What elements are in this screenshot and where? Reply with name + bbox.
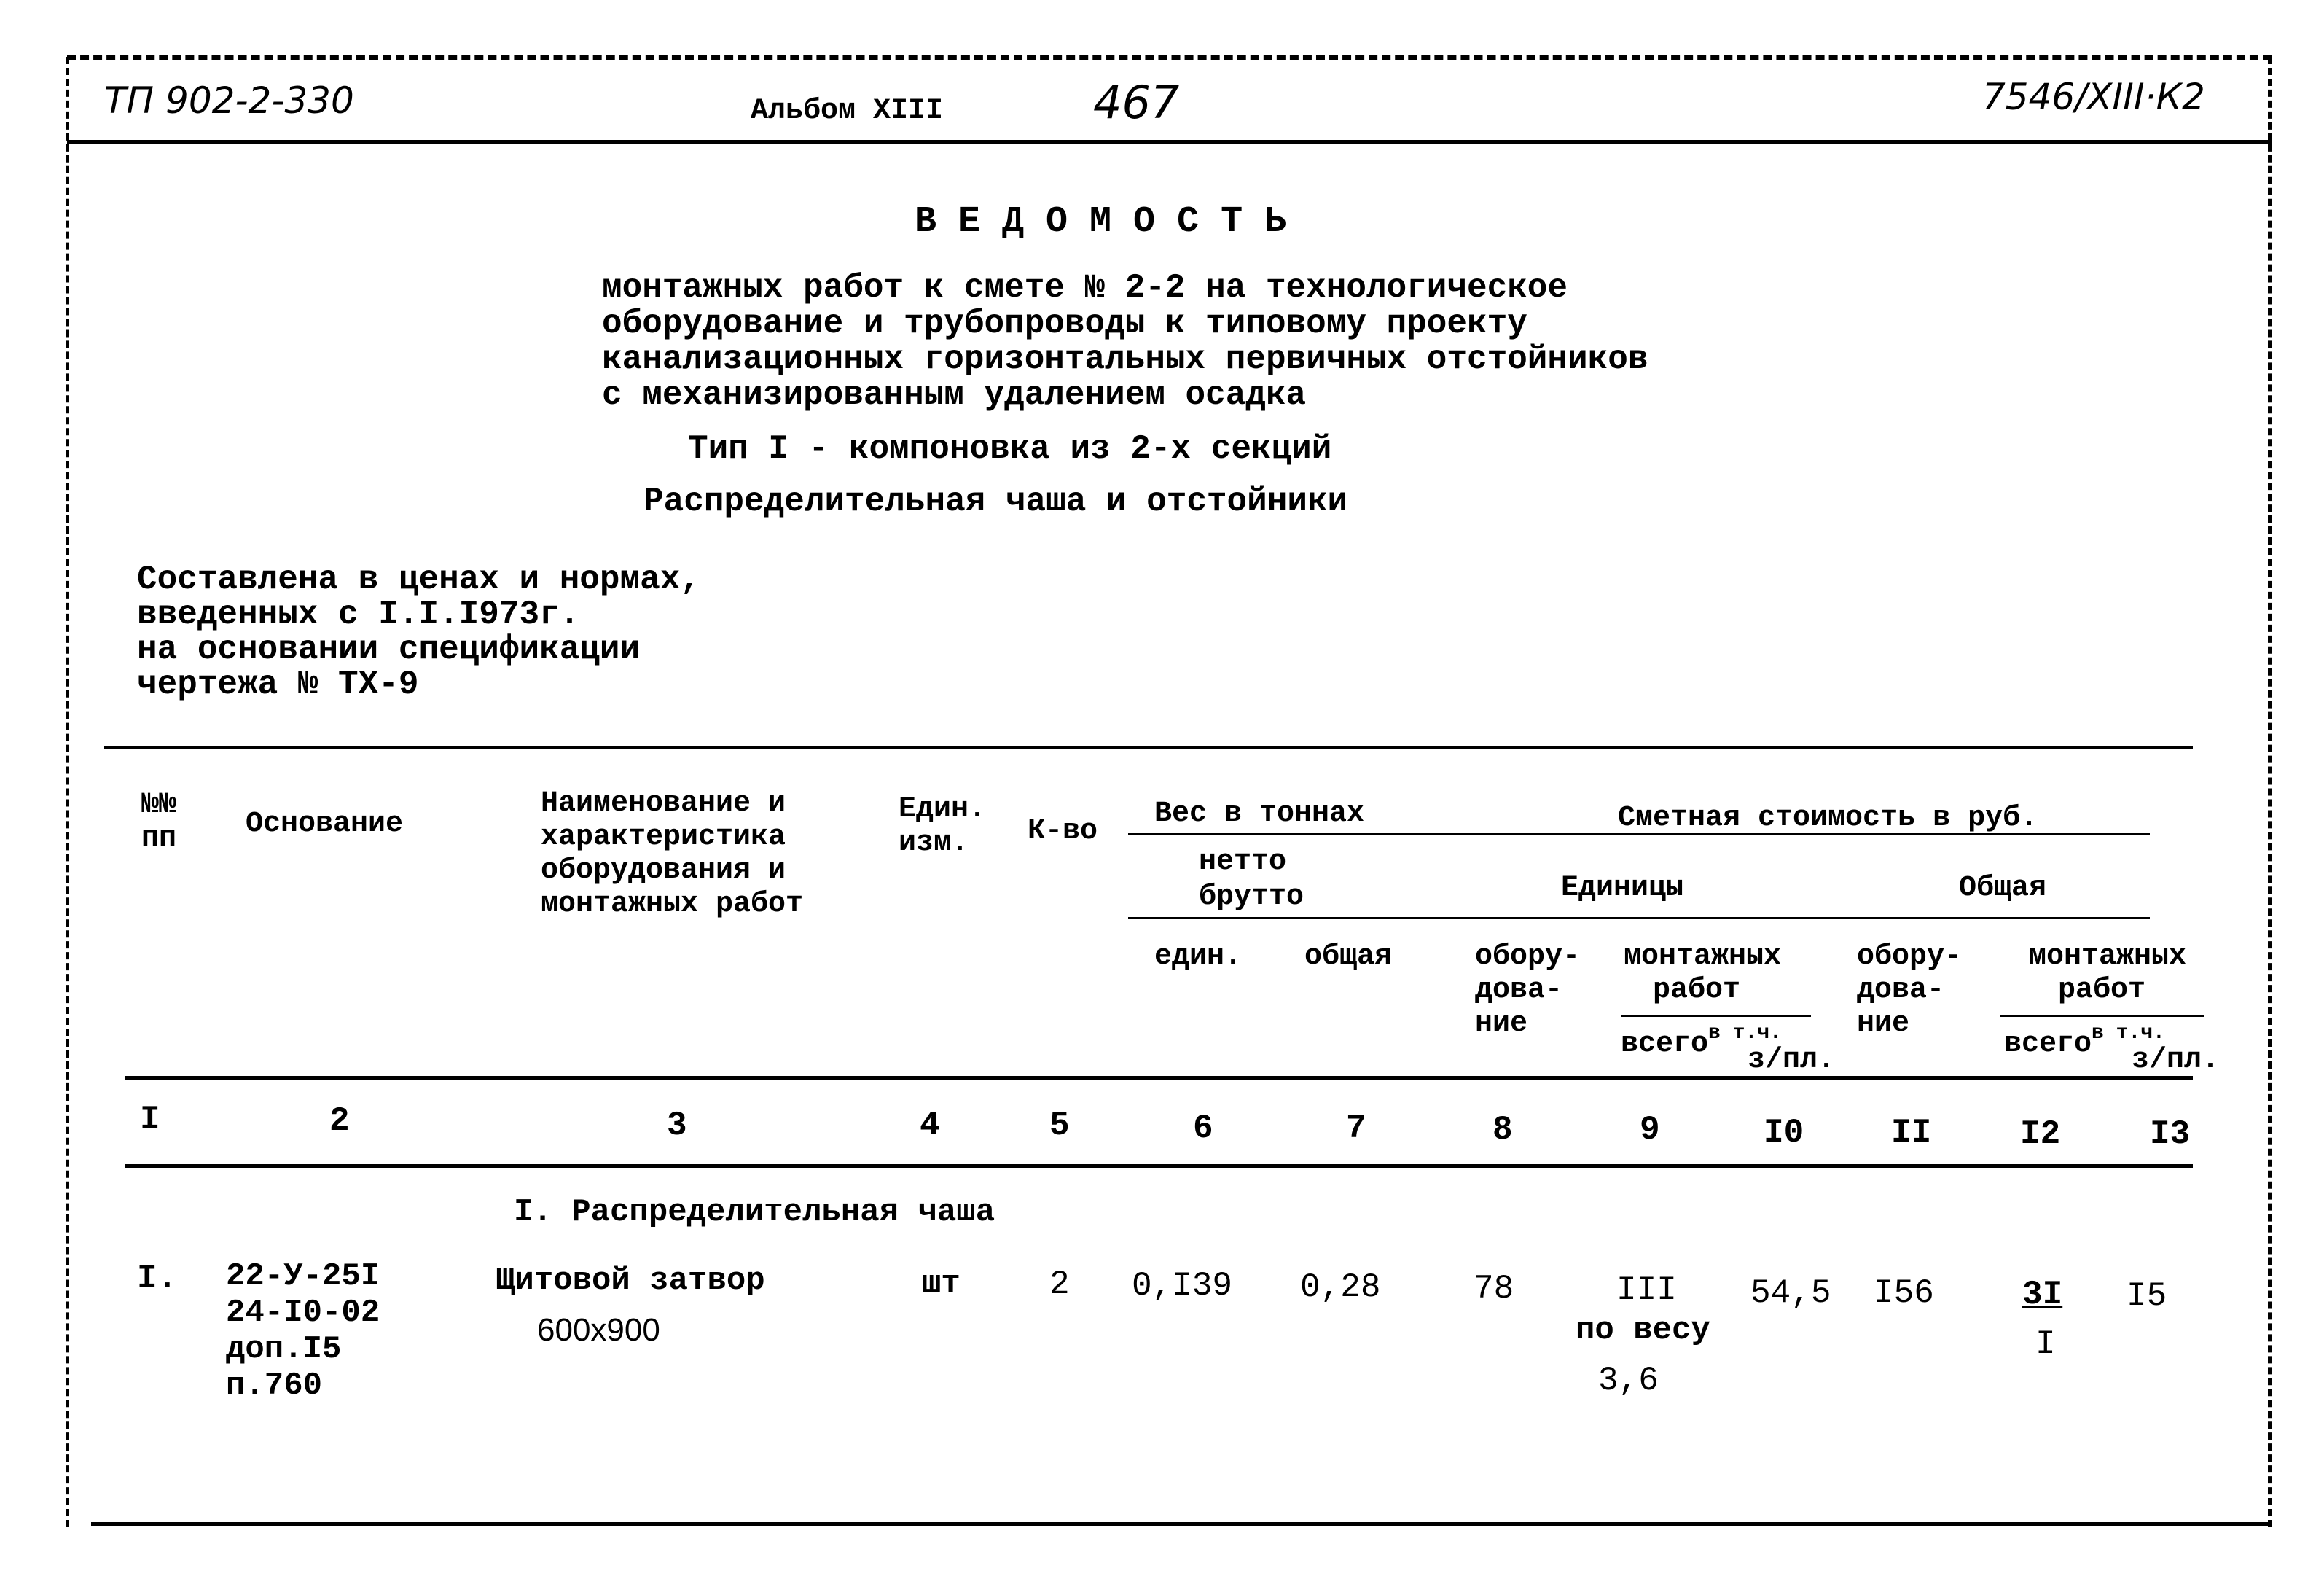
header-total-equip-2: дова- — [1857, 974, 1945, 1007]
basis-note-2: введенных с I.I.I973г. — [137, 596, 580, 633]
title-line-2: оборудование и трубопроводы к типовому проекту — [602, 305, 1527, 343]
title-line-4: с механизированным удалением осадка — [602, 376, 1307, 414]
header-num-2: пп — [141, 822, 177, 855]
row-weight-total: 0,28 — [1300, 1268, 1381, 1306]
basis-note-4: чертежа № ТХ-9 — [137, 666, 419, 703]
frame-left — [66, 57, 69, 1527]
row-total-equip: I56 — [1874, 1274, 1934, 1312]
header-unit-equip-2: дова- — [1475, 974, 1563, 1007]
col-num-10: I0 — [1764, 1114, 1804, 1152]
header-name — [541, 787, 803, 921]
header-weight-unit: един. — [1154, 940, 1243, 973]
row-unit-equip: 78 — [1474, 1270, 1514, 1308]
col-num-7: 7 — [1346, 1109, 1366, 1147]
header-line-netto — [1128, 917, 2150, 919]
row-size: 600x900 — [537, 1312, 660, 1348]
row-unit-install: III — [1616, 1271, 1677, 1309]
frame-bottom — [91, 1522, 2272, 1526]
header-total-wages: з/пл. — [2132, 1044, 2220, 1077]
row-total-install: 3I — [2022, 1276, 2063, 1314]
title-line-1: монтажных работ к смете № 2-2 на технологическое — [602, 269, 1568, 307]
header-name-4: монтажных работ — [541, 888, 804, 921]
frame-right — [2268, 57, 2272, 1527]
header-unit-2: изм. — [899, 827, 969, 859]
page-number: 467 — [1093, 76, 1180, 129]
header-unit-incl: в т.ч. — [1708, 1022, 1782, 1045]
column-numbers-line — [125, 1164, 2193, 1168]
header-unit-all: всего — [1621, 1028, 1709, 1061]
row-unit-install-note: по весу — [1576, 1312, 1710, 1349]
col-num-5: 5 — [1049, 1107, 1070, 1144]
header-total-incl: в т.ч. — [2092, 1022, 2165, 1045]
header-line-install-total — [2000, 1015, 2204, 1017]
header-unit-install-2: работ — [1653, 974, 1741, 1007]
col-num-1: I — [140, 1101, 160, 1139]
header-total-install — [2029, 940, 2186, 1007]
header-unit-1: Един. — [899, 793, 987, 826]
col-num-2: 2 — [329, 1102, 350, 1140]
basis-note-1: Составлена в ценах и нормах, — [137, 561, 700, 598]
col-num-3: 3 — [667, 1107, 687, 1144]
row-basis-2: 24-I0-02 — [226, 1295, 380, 1331]
album-label: Альбом XIII — [751, 95, 944, 128]
header-num-1: №№ — [141, 789, 177, 822]
subtitle: Распределительная чаша и отстойники — [643, 483, 1348, 520]
header-unit-equip-1: обору- — [1475, 940, 1581, 973]
header-total-install-1: монтажных — [2029, 940, 2187, 973]
col-num-6: 6 — [1193, 1109, 1213, 1147]
row-basis — [226, 1258, 380, 1404]
header-total-equip — [1857, 940, 1962, 1041]
header-weight: Вес в тоннах — [1154, 797, 1365, 830]
col-num-4: 4 — [920, 1107, 940, 1144]
header-unit-wages: з/пл. — [1748, 1044, 1836, 1077]
row-basis-4: п.760 — [226, 1368, 323, 1404]
table-top-line — [104, 746, 2193, 749]
type-line: Тип I - компоновка из 2-х секций — [688, 430, 1332, 468]
header-name-3: оборудования и — [541, 854, 786, 887]
frame-top-dashed — [67, 55, 2272, 60]
header-total-equip-1: обору- — [1857, 940, 1963, 973]
header-qty: К-во — [1028, 815, 1098, 848]
row-unit: шт — [922, 1265, 960, 1302]
row-name: Щитовой затвор — [496, 1263, 765, 1299]
title-line-3: канализационных горизонтальных первичных отстойников — [602, 340, 1648, 378]
row-unit-install-extra: 3,6 — [1598, 1362, 1659, 1400]
row-num: I. — [137, 1260, 178, 1298]
header-per-unit: Единицы — [1561, 872, 1684, 905]
col-num-13: I3 — [2150, 1115, 2191, 1153]
header-name-2: характеристика — [541, 821, 786, 854]
project-code: ТП 902-2-330 — [104, 79, 354, 122]
header-unit-install — [1624, 940, 1781, 1007]
row-total-install-sub: I — [2035, 1325, 2056, 1363]
document-heading: В Е Д О М О С Т Ь — [915, 201, 1287, 243]
header-unit-equip — [1475, 940, 1580, 1041]
header-unit — [899, 793, 986, 860]
header-basis: Основание — [246, 808, 404, 840]
header-total-equip-3: ние — [1857, 1007, 1910, 1040]
col-num-12: I2 — [2020, 1115, 2061, 1153]
header-total: Общая — [1959, 872, 2047, 905]
header-bottom-line — [125, 1076, 2193, 1080]
row-weight-unit: 0,I39 — [1132, 1267, 1233, 1305]
header-unit-equip-3: ние — [1475, 1007, 1528, 1040]
col-num-9: 9 — [1640, 1111, 1660, 1149]
header-netto: нетто — [1199, 846, 1287, 878]
header-total-install-2: работ — [2058, 974, 2146, 1007]
row-unit-wages: 54,5 — [1750, 1274, 1831, 1312]
row-total-wages: I5 — [2127, 1277, 2167, 1315]
section-title: I. Распределительная чаша — [514, 1194, 995, 1230]
col-num-8: 8 — [1492, 1111, 1513, 1149]
header-unit-install-1: монтажных — [1624, 940, 1782, 973]
basis-note-3: на основании спецификации — [137, 631, 641, 668]
row-qty: 2 — [1049, 1265, 1070, 1303]
row-basis-1: 22-У-25I — [226, 1258, 380, 1295]
sheet-code: 7546/XIII·К2 — [1982, 76, 2205, 118]
header-name-1: Наименование и — [541, 787, 786, 820]
header-brutto: брутто — [1199, 881, 1304, 913]
header-weight-total: общая — [1304, 940, 1393, 973]
header-cost: Сметная стоимость в руб. — [1618, 802, 2038, 835]
col-num-11: II — [1891, 1114, 1932, 1152]
header-total-all: всего — [2004, 1028, 2092, 1061]
header-line — [67, 140, 2272, 144]
row-basis-3: доп.I5 — [226, 1331, 342, 1368]
header-line-install-unit — [1621, 1015, 1811, 1017]
header-num — [141, 789, 176, 856]
